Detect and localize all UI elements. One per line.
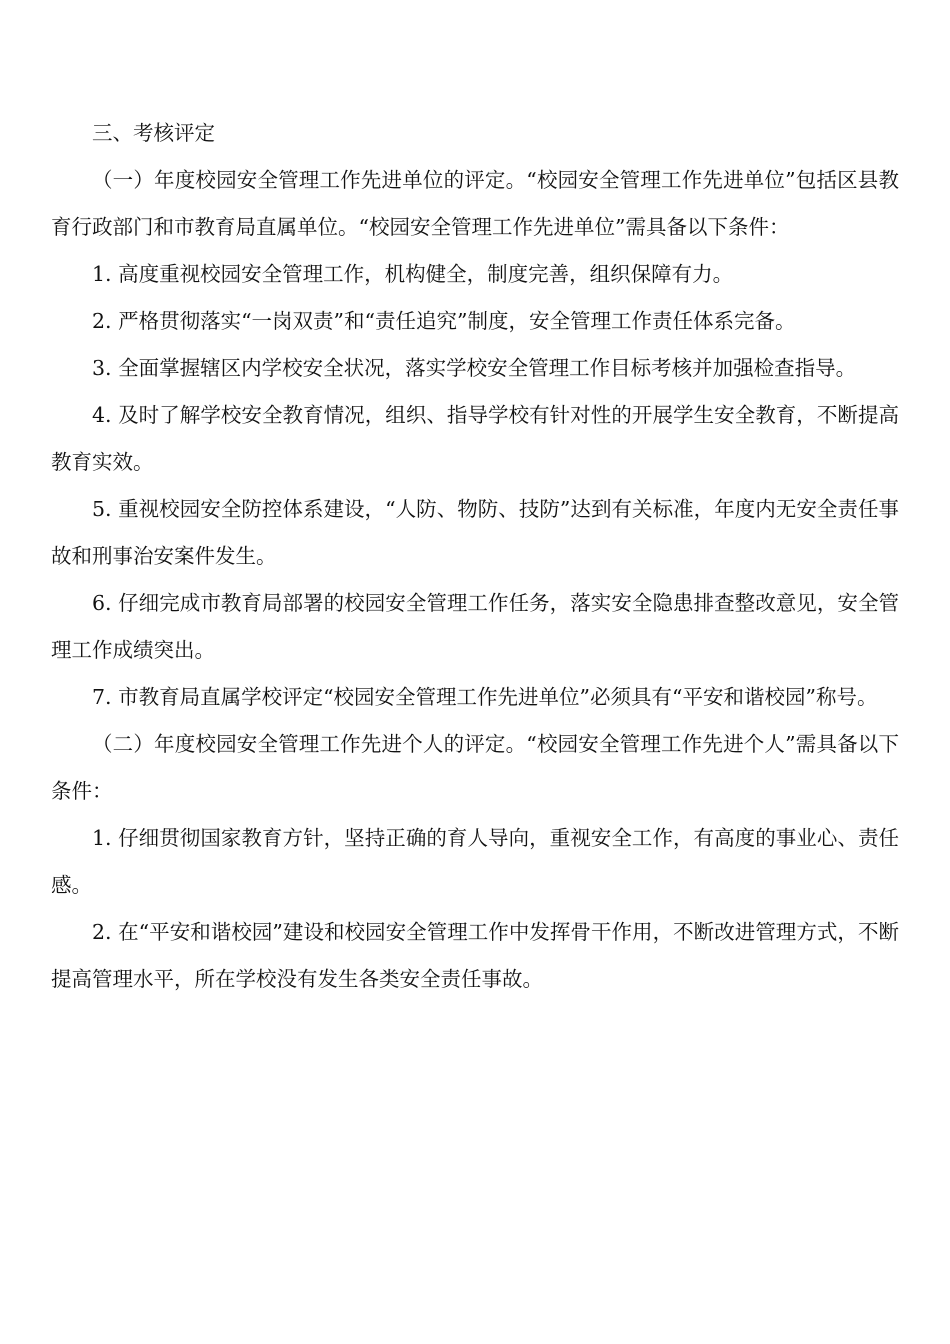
paragraph-individual-criterion-2: 2. 在“平安和谐校园”建设和校园安全管理工作中发挥骨干作用，不断改进管理方式，不断提高管理水平，所在学校没有发生各类安全责任事故。 [51, 920, 899, 991]
paragraph-individual-criteria-intro: （二）年度校园安全管理工作先进个人的评定。“校园安全管理工作先进个人”需具备以下条件： [51, 732, 899, 803]
section-heading: 三、考核评定 [92, 121, 215, 145]
paragraph-individual-criterion-1: 1. 仔细贯彻国家教育方针，坚持正确的育人导向，重视安全工作，有高度的事业心、责任感。 [51, 826, 899, 897]
paragraph-unit-criterion-7: 7. 市教育局直属学校评定“校园安全管理工作先进单位”必须具有“平安和谐校园”称号。 [92, 685, 878, 709]
paragraph-unit-criterion-3: 3. 全面掌握辖区内学校安全状况，落实学校安全管理工作目标考核并加强检查指导。 [92, 356, 857, 380]
paragraph-unit-criterion-5: 5. 重视校园安全防控体系建设，“人防、物防、技防”达到有关标准，年度内无安全责任事故和刑事治安案件发生。 [51, 497, 899, 568]
paragraph-unit-criterion-6: 6. 仔细完成市教育局部署的校园安全管理工作任务，落实安全隐患排查整改意见，安全管理工作成绩突出。 [51, 591, 899, 662]
paragraph-unit-criteria-intro: （一）年度校园安全管理工作先进单位的评定。“校园安全管理工作先进单位”包括区县教育行政部门和市教育局直属单位。“校园安全管理工作先进单位”需具备以下条件： [51, 168, 899, 239]
paragraph-unit-criterion-2: 2. 严格贯彻落实“一岗双责”和“责任追究”制度，安全管理工作责任体系完备。 [92, 309, 796, 333]
paragraph-unit-criterion-4: 4. 及时了解学校安全教育情况，组织、指导学校有针对性的开展学生安全教育，不断提高教育实效。 [51, 403, 899, 474]
document-body [51, 110, 899, 1003]
paragraph-unit-criterion-1: 1. 高度重视校园安全管理工作，机构健全，制度完善，组织保障有力。 [92, 262, 734, 286]
